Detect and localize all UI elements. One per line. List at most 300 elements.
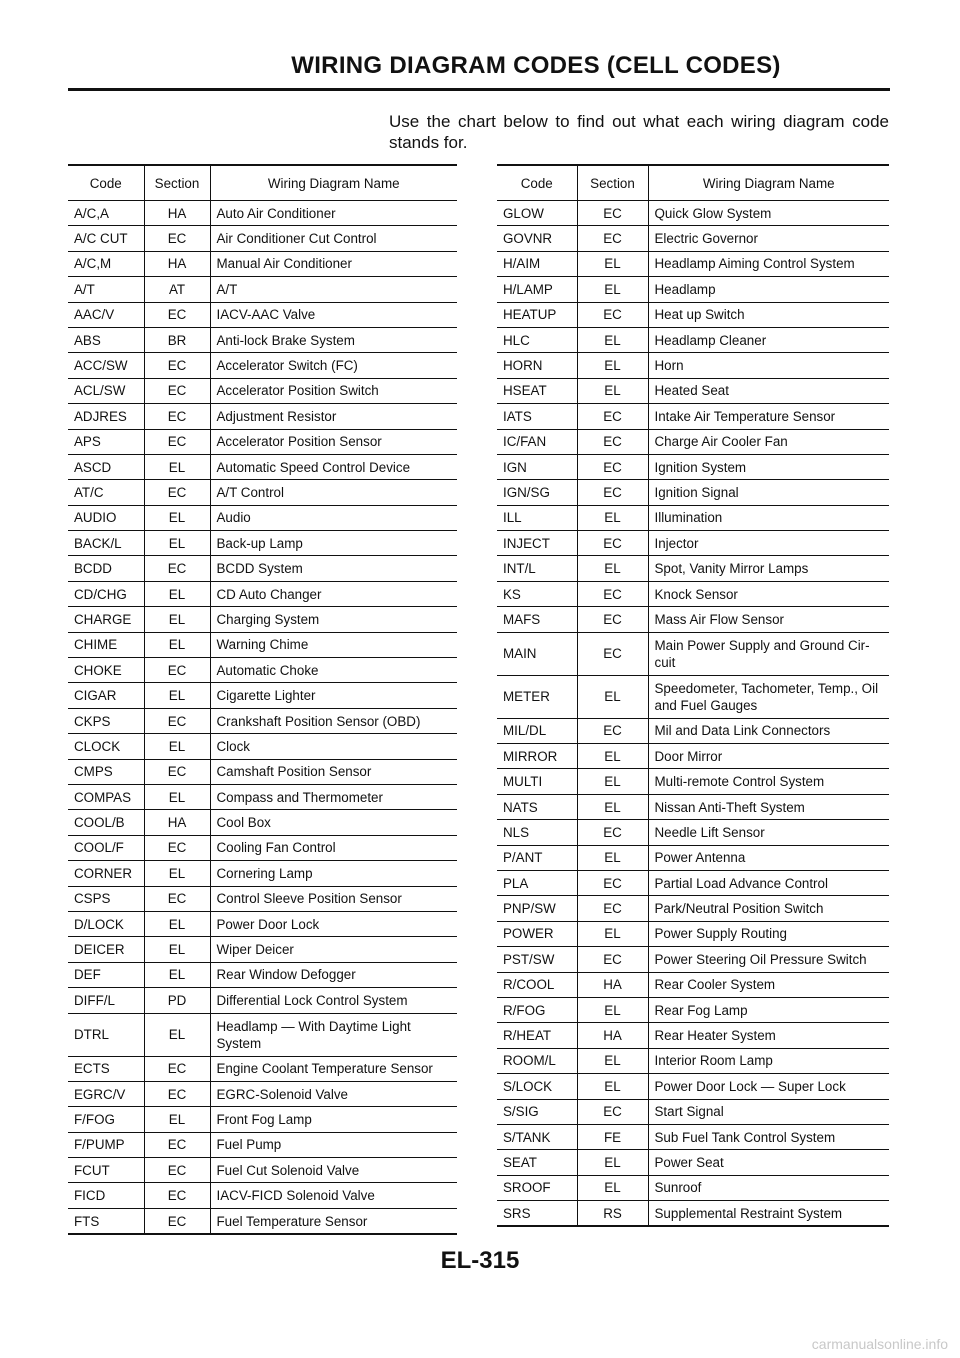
code-cell: EGRC/V: [68, 1081, 144, 1106]
name-cell: Clock: [210, 734, 457, 759]
codes-table-left: [68, 164, 457, 1235]
code-cell: ROOM/L: [497, 1048, 577, 1073]
name-cell: Needle Lift Sensor: [648, 820, 889, 845]
table-row: [68, 835, 457, 860]
section-cell: EL: [144, 531, 210, 556]
header-section: Section: [144, 165, 210, 201]
name-cell: Sub Fuel Tank Control System: [648, 1124, 889, 1149]
section-cell: EC: [577, 201, 648, 226]
table-row: [497, 1074, 889, 1099]
code-cell: PLA: [497, 870, 577, 895]
name-cell: Electric Governor: [648, 226, 889, 251]
section-cell: EC: [144, 302, 210, 327]
code-cell: A/C CUT: [68, 226, 144, 251]
code-cell: CHIME: [68, 632, 144, 657]
name-cell: Fuel Pump: [210, 1132, 457, 1157]
table-row: [68, 1081, 457, 1106]
table-row: [68, 404, 457, 429]
name-cell: Wiper Deicer: [210, 937, 457, 962]
section-cell: EC: [577, 302, 648, 327]
section-cell: EL: [144, 911, 210, 936]
name-cell: Back-up Lamp: [210, 531, 457, 556]
code-cell: INT/L: [497, 556, 577, 581]
code-cell: MIL/DL: [497, 718, 577, 743]
name-cell: Fuel Cut Solenoid Valve: [210, 1158, 457, 1183]
table-row: [68, 810, 457, 835]
table-row: [497, 1175, 889, 1200]
name-cell: Audio: [210, 505, 457, 530]
code-cell: ACL/SW: [68, 378, 144, 403]
name-cell: A/T Control: [210, 480, 457, 505]
section-cell: EC: [144, 835, 210, 860]
name-cell: Accelerator Position Switch: [210, 378, 457, 403]
code-cell: DEICER: [68, 937, 144, 962]
header-row: [497, 165, 889, 201]
name-cell: Knock Sensor: [648, 581, 889, 606]
table-row: [68, 1107, 457, 1132]
table-row: [68, 607, 457, 632]
section-cell: EL: [577, 997, 648, 1022]
name-cell: Power Supply Routing: [648, 921, 889, 946]
header-name: Wiring Diagram Name: [648, 165, 889, 201]
name-cell: Ignition Signal: [648, 480, 889, 505]
name-cell: BCDD System: [210, 556, 457, 581]
section-cell: EC: [144, 353, 210, 378]
name-cell: Door Mirror: [648, 744, 889, 769]
section-cell: EC: [577, 896, 648, 921]
table-row: [497, 947, 889, 972]
code-cell: A/C,M: [68, 251, 144, 276]
table-row: [497, 581, 889, 606]
section-cell: EC: [144, 708, 210, 733]
table-row: [68, 429, 457, 454]
section-cell: FE: [577, 1124, 648, 1149]
table-row: [68, 734, 457, 759]
code-cell: CIGAR: [68, 683, 144, 708]
code-cell: MAIN: [497, 632, 577, 675]
code-cell: AT/C: [68, 480, 144, 505]
section-cell: BR: [144, 327, 210, 352]
section-cell: EC: [144, 226, 210, 251]
table-row: [497, 845, 889, 870]
name-cell: Anti-lock Brake System: [210, 327, 457, 352]
table-row: [497, 997, 889, 1022]
name-cell: Ignition System: [648, 454, 889, 479]
table-row: [68, 480, 457, 505]
code-cell: APS: [68, 429, 144, 454]
table-row: [497, 1048, 889, 1073]
name-cell: Heat up Switch: [648, 302, 889, 327]
table-row: [68, 201, 457, 226]
section-cell: EC: [144, 658, 210, 683]
table-row: [497, 632, 889, 675]
table-row: [68, 658, 457, 683]
code-cell: CLOCK: [68, 734, 144, 759]
table-row: [497, 921, 889, 946]
name-cell: Power Seat: [648, 1150, 889, 1175]
table-row: [497, 820, 889, 845]
name-cell: Manual Air Conditioner: [210, 251, 457, 276]
section-cell: EL: [144, 962, 210, 987]
section-cell: EL: [577, 556, 648, 581]
section-cell: EL: [577, 277, 648, 302]
section-cell: EC: [144, 1056, 210, 1081]
table-row: [497, 607, 889, 632]
name-cell: Engine Coolant Temperature Sensor: [210, 1056, 457, 1081]
name-cell: Automatic Choke: [210, 658, 457, 683]
table-row: [497, 378, 889, 403]
name-cell: Injector: [648, 531, 889, 556]
section-cell: EC: [577, 607, 648, 632]
code-cell: A/T: [68, 277, 144, 302]
header-name: Wiring Diagram Name: [210, 165, 457, 201]
section-cell: EC: [577, 870, 648, 895]
code-cell: CHOKE: [68, 658, 144, 683]
code-cell: BCDD: [68, 556, 144, 581]
code-cell: H/AIM: [497, 251, 577, 276]
name-cell: Supplemental Restraint System: [648, 1201, 889, 1227]
header-row: [68, 165, 457, 201]
table-row: [68, 708, 457, 733]
code-cell: PNP/SW: [497, 896, 577, 921]
section-cell: EL: [144, 784, 210, 809]
section-cell: EC: [577, 820, 648, 845]
code-cell: ADJRES: [68, 404, 144, 429]
section-cell: RS: [577, 1201, 648, 1227]
table-row: [68, 1183, 457, 1208]
name-cell: EGRC-Solenoid Valve: [210, 1081, 457, 1106]
section-cell: EL: [577, 327, 648, 352]
table-row: [68, 962, 457, 987]
table-row: [497, 251, 889, 276]
code-cell: NATS: [497, 794, 577, 819]
code-cell: ASCD: [68, 454, 144, 479]
code-cell: S/SIG: [497, 1099, 577, 1124]
table-row: [68, 1132, 457, 1157]
name-cell: Power Door Lock — Super Lock: [648, 1074, 889, 1099]
table-row: [497, 675, 889, 718]
section-cell: EL: [144, 607, 210, 632]
section-cell: EC: [577, 632, 648, 675]
table-row: [497, 896, 889, 921]
code-cell: A/C,A: [68, 201, 144, 226]
name-cell: Cool Box: [210, 810, 457, 835]
name-cell: Speedometer, Tachometer, Temp., Oil and Fuel Gauges: [648, 675, 889, 718]
name-cell: Accelerator Position Sensor: [210, 429, 457, 454]
name-cell: Headlamp Cleaner: [648, 327, 889, 352]
name-cell: Mil and Data Link Connectors: [648, 718, 889, 743]
table-row: [68, 759, 457, 784]
name-cell: CD Auto Changer: [210, 581, 457, 606]
table-row: [68, 581, 457, 606]
section-cell: EC: [577, 531, 648, 556]
page-title: WIRING DIAGRAM CODES (CELL CODES): [291, 52, 781, 79]
table-row: [497, 1150, 889, 1175]
header-code: Code: [89, 175, 122, 191]
code-cell: ILL: [497, 505, 577, 530]
section-cell: EL: [144, 581, 210, 606]
code-cell: COOL/F: [68, 835, 144, 860]
section-cell: EL: [577, 505, 648, 530]
code-cell: SRS: [497, 1201, 577, 1227]
section-cell: EL: [577, 353, 648, 378]
table-row: [497, 429, 889, 454]
name-cell: Main Power Supply and Ground Cir-cuit: [648, 632, 889, 675]
section-cell: EC: [577, 404, 648, 429]
table-row: [68, 784, 457, 809]
section-cell: EL: [144, 1013, 210, 1056]
table-row: [497, 1099, 889, 1124]
section-cell: EC: [144, 1158, 210, 1183]
code-cell: H/LAMP: [497, 277, 577, 302]
codes-table-right: [497, 164, 889, 1227]
name-cell: Control Sleeve Position Sensor: [210, 886, 457, 911]
section-cell: EL: [577, 675, 648, 718]
section-cell: EC: [577, 226, 648, 251]
table-row: [68, 861, 457, 886]
table-row: [68, 886, 457, 911]
code-cell: MIRROR: [497, 744, 577, 769]
code-cell: FICD: [68, 1183, 144, 1208]
section-cell: EL: [144, 505, 210, 530]
section-cell: EL: [577, 251, 648, 276]
table-row: [68, 1208, 457, 1234]
section-cell: EC: [577, 1099, 648, 1124]
table-row: [68, 556, 457, 581]
name-cell: Power Door Lock: [210, 911, 457, 936]
section-cell: EC: [144, 404, 210, 429]
name-cell: Headlamp: [648, 277, 889, 302]
code-cell: BACK/L: [68, 531, 144, 556]
table-row: [68, 1158, 457, 1183]
code-cell: IGN/SG: [497, 480, 577, 505]
name-cell: Heated Seat: [648, 378, 889, 403]
table-row: [497, 769, 889, 794]
section-cell: EL: [577, 378, 648, 403]
code-cell: HEATUP: [497, 302, 577, 327]
section-cell: EL: [144, 1107, 210, 1132]
table-row: [497, 531, 889, 556]
name-cell: Start Signal: [648, 1099, 889, 1124]
section-cell: EC: [577, 454, 648, 479]
code-cell: CMPS: [68, 759, 144, 784]
section-cell: EL: [577, 1048, 648, 1073]
code-cell: DEF: [68, 962, 144, 987]
table-row: [68, 911, 457, 936]
code-cell: KS: [497, 581, 577, 606]
name-cell: Mass Air Flow Sensor: [648, 607, 889, 632]
name-cell: Cigarette Lighter: [210, 683, 457, 708]
section-cell: EL: [577, 769, 648, 794]
code-cell: HORN: [497, 353, 577, 378]
code-cell: HSEAT: [497, 378, 577, 403]
code-cell: CD/CHG: [68, 581, 144, 606]
section-cell: EL: [577, 921, 648, 946]
code-cell: COOL/B: [68, 810, 144, 835]
name-cell: Power Steering Oil Pressure Switch: [648, 947, 889, 972]
section-cell: EL: [144, 632, 210, 657]
section-cell: EC: [144, 378, 210, 403]
name-cell: Rear Heater System: [648, 1023, 889, 1048]
code-cell: GOVNR: [497, 226, 577, 251]
table-row: [497, 277, 889, 302]
table-row: [497, 353, 889, 378]
code-cell: FCUT: [68, 1158, 144, 1183]
section-cell: EC: [144, 480, 210, 505]
name-cell: Spot, Vanity Mirror Lamps: [648, 556, 889, 581]
section-cell: EC: [144, 759, 210, 784]
table-row: [68, 226, 457, 251]
code-cell: F/PUMP: [68, 1132, 144, 1157]
code-cell: SROOF: [497, 1175, 577, 1200]
section-cell: EC: [144, 556, 210, 581]
section-cell: EL: [577, 794, 648, 819]
name-cell: Horn: [648, 353, 889, 378]
header-section: Section: [577, 165, 648, 201]
section-cell: EL: [577, 1150, 648, 1175]
table-row: [497, 556, 889, 581]
code-cell: INJECT: [497, 531, 577, 556]
section-cell: HA: [577, 1023, 648, 1048]
title-rule: [68, 88, 890, 91]
table-row: [497, 505, 889, 530]
code-cell: GLOW: [497, 201, 577, 226]
table-row: [68, 251, 457, 276]
table-row: [497, 718, 889, 743]
table-row: [497, 870, 889, 895]
section-cell: EC: [577, 718, 648, 743]
table-row: [497, 480, 889, 505]
name-cell: Accelerator Switch (FC): [210, 353, 457, 378]
name-cell: Rear Cooler System: [648, 972, 889, 997]
code-cell: R/HEAT: [497, 1023, 577, 1048]
code-cell: AAC/V: [68, 302, 144, 327]
code-cell: FTS: [68, 1208, 144, 1234]
section-cell: EL: [144, 861, 210, 886]
name-cell: Rear Window Defogger: [210, 962, 457, 987]
section-cell: EL: [144, 734, 210, 759]
table-row: [497, 327, 889, 352]
section-cell: HA: [144, 810, 210, 835]
code-cell: METER: [497, 675, 577, 718]
name-cell: Partial Load Advance Control: [648, 870, 889, 895]
table-row: [68, 353, 457, 378]
code-cell: R/FOG: [497, 997, 577, 1022]
section-cell: HA: [577, 972, 648, 997]
section-cell: EL: [144, 683, 210, 708]
code-cell: COMPAS: [68, 784, 144, 809]
name-cell: Quick Glow System: [648, 201, 889, 226]
table-row: [497, 404, 889, 429]
section-cell: EL: [577, 1175, 648, 1200]
section-cell: EC: [144, 886, 210, 911]
name-cell: Multi-remote Control System: [648, 769, 889, 794]
table-row: [68, 1013, 457, 1056]
section-cell: EL: [577, 845, 648, 870]
code-cell: ABS: [68, 327, 144, 352]
name-cell: Rear Fog Lamp: [648, 997, 889, 1022]
name-cell: Front Fog Lamp: [210, 1107, 457, 1132]
code-cell: S/LOCK: [497, 1074, 577, 1099]
table-row: [68, 302, 457, 327]
section-cell: EC: [144, 1183, 210, 1208]
name-cell: Differential Lock Control System: [210, 988, 457, 1013]
section-cell: EL: [144, 937, 210, 962]
section-cell: AT: [144, 277, 210, 302]
code-cell: NLS: [497, 820, 577, 845]
table-row: [497, 1124, 889, 1149]
code-cell: D/LOCK: [68, 911, 144, 936]
code-cell: P/ANT: [497, 845, 577, 870]
section-cell: EL: [577, 744, 648, 769]
name-cell: Charge Air Cooler Fan: [648, 429, 889, 454]
table-row: [68, 454, 457, 479]
code-cell: DTRL: [68, 1013, 144, 1056]
code-cell: HLC: [497, 327, 577, 352]
code-cell: F/FOG: [68, 1107, 144, 1132]
name-cell: Crankshaft Position Sensor (OBD): [210, 708, 457, 733]
table-row: [497, 454, 889, 479]
intro-text: Use the chart below to find out what each wiring diagram code stands for.: [389, 112, 889, 152]
table-row: [68, 937, 457, 962]
section-cell: HA: [144, 201, 210, 226]
code-cell: R/COOL: [497, 972, 577, 997]
name-cell: Adjustment Resistor: [210, 404, 457, 429]
code-cell: IATS: [497, 404, 577, 429]
section-cell: EL: [577, 1074, 648, 1099]
name-cell: Camshaft Position Sensor: [210, 759, 457, 784]
page-number: EL-315: [440, 1247, 520, 1274]
section-cell: EC: [144, 1208, 210, 1234]
code-cell: ACC/SW: [68, 353, 144, 378]
watermark: carmanualsonline.info: [811, 1336, 948, 1352]
name-cell: Charging System: [210, 607, 457, 632]
name-cell: Warning Chime: [210, 632, 457, 657]
table-row: [68, 277, 457, 302]
name-cell: Interior Room Lamp: [648, 1048, 889, 1073]
section-cell: EC: [144, 1132, 210, 1157]
code-cell: IC/FAN: [497, 429, 577, 454]
table-row: [497, 226, 889, 251]
table-row: [68, 1056, 457, 1081]
name-cell: Air Conditioner Cut Control: [210, 226, 457, 251]
table-row: [497, 972, 889, 997]
name-cell: Nissan Anti-Theft System: [648, 794, 889, 819]
table-row: [68, 988, 457, 1013]
section-cell: EC: [144, 429, 210, 454]
code-cell: IGN: [497, 454, 577, 479]
code-cell: CSPS: [68, 886, 144, 911]
code-cell: PST/SW: [497, 947, 577, 972]
table-row: [497, 794, 889, 819]
section-cell: EC: [577, 429, 648, 454]
section-cell: PD: [144, 988, 210, 1013]
header-code: Code: [520, 175, 553, 191]
code-cell: CORNER: [68, 861, 144, 886]
name-cell: Automatic Speed Control Device: [210, 454, 457, 479]
table-row: [497, 1201, 889, 1227]
table-row: [68, 683, 457, 708]
section-cell: HA: [144, 251, 210, 276]
table-row: [68, 632, 457, 657]
table-row: [68, 378, 457, 403]
section-cell: EC: [577, 480, 648, 505]
code-cell: ECTS: [68, 1056, 144, 1081]
table-row: [68, 505, 457, 530]
table-row: [497, 201, 889, 226]
table-row: [497, 744, 889, 769]
code-cell: POWER: [497, 921, 577, 946]
